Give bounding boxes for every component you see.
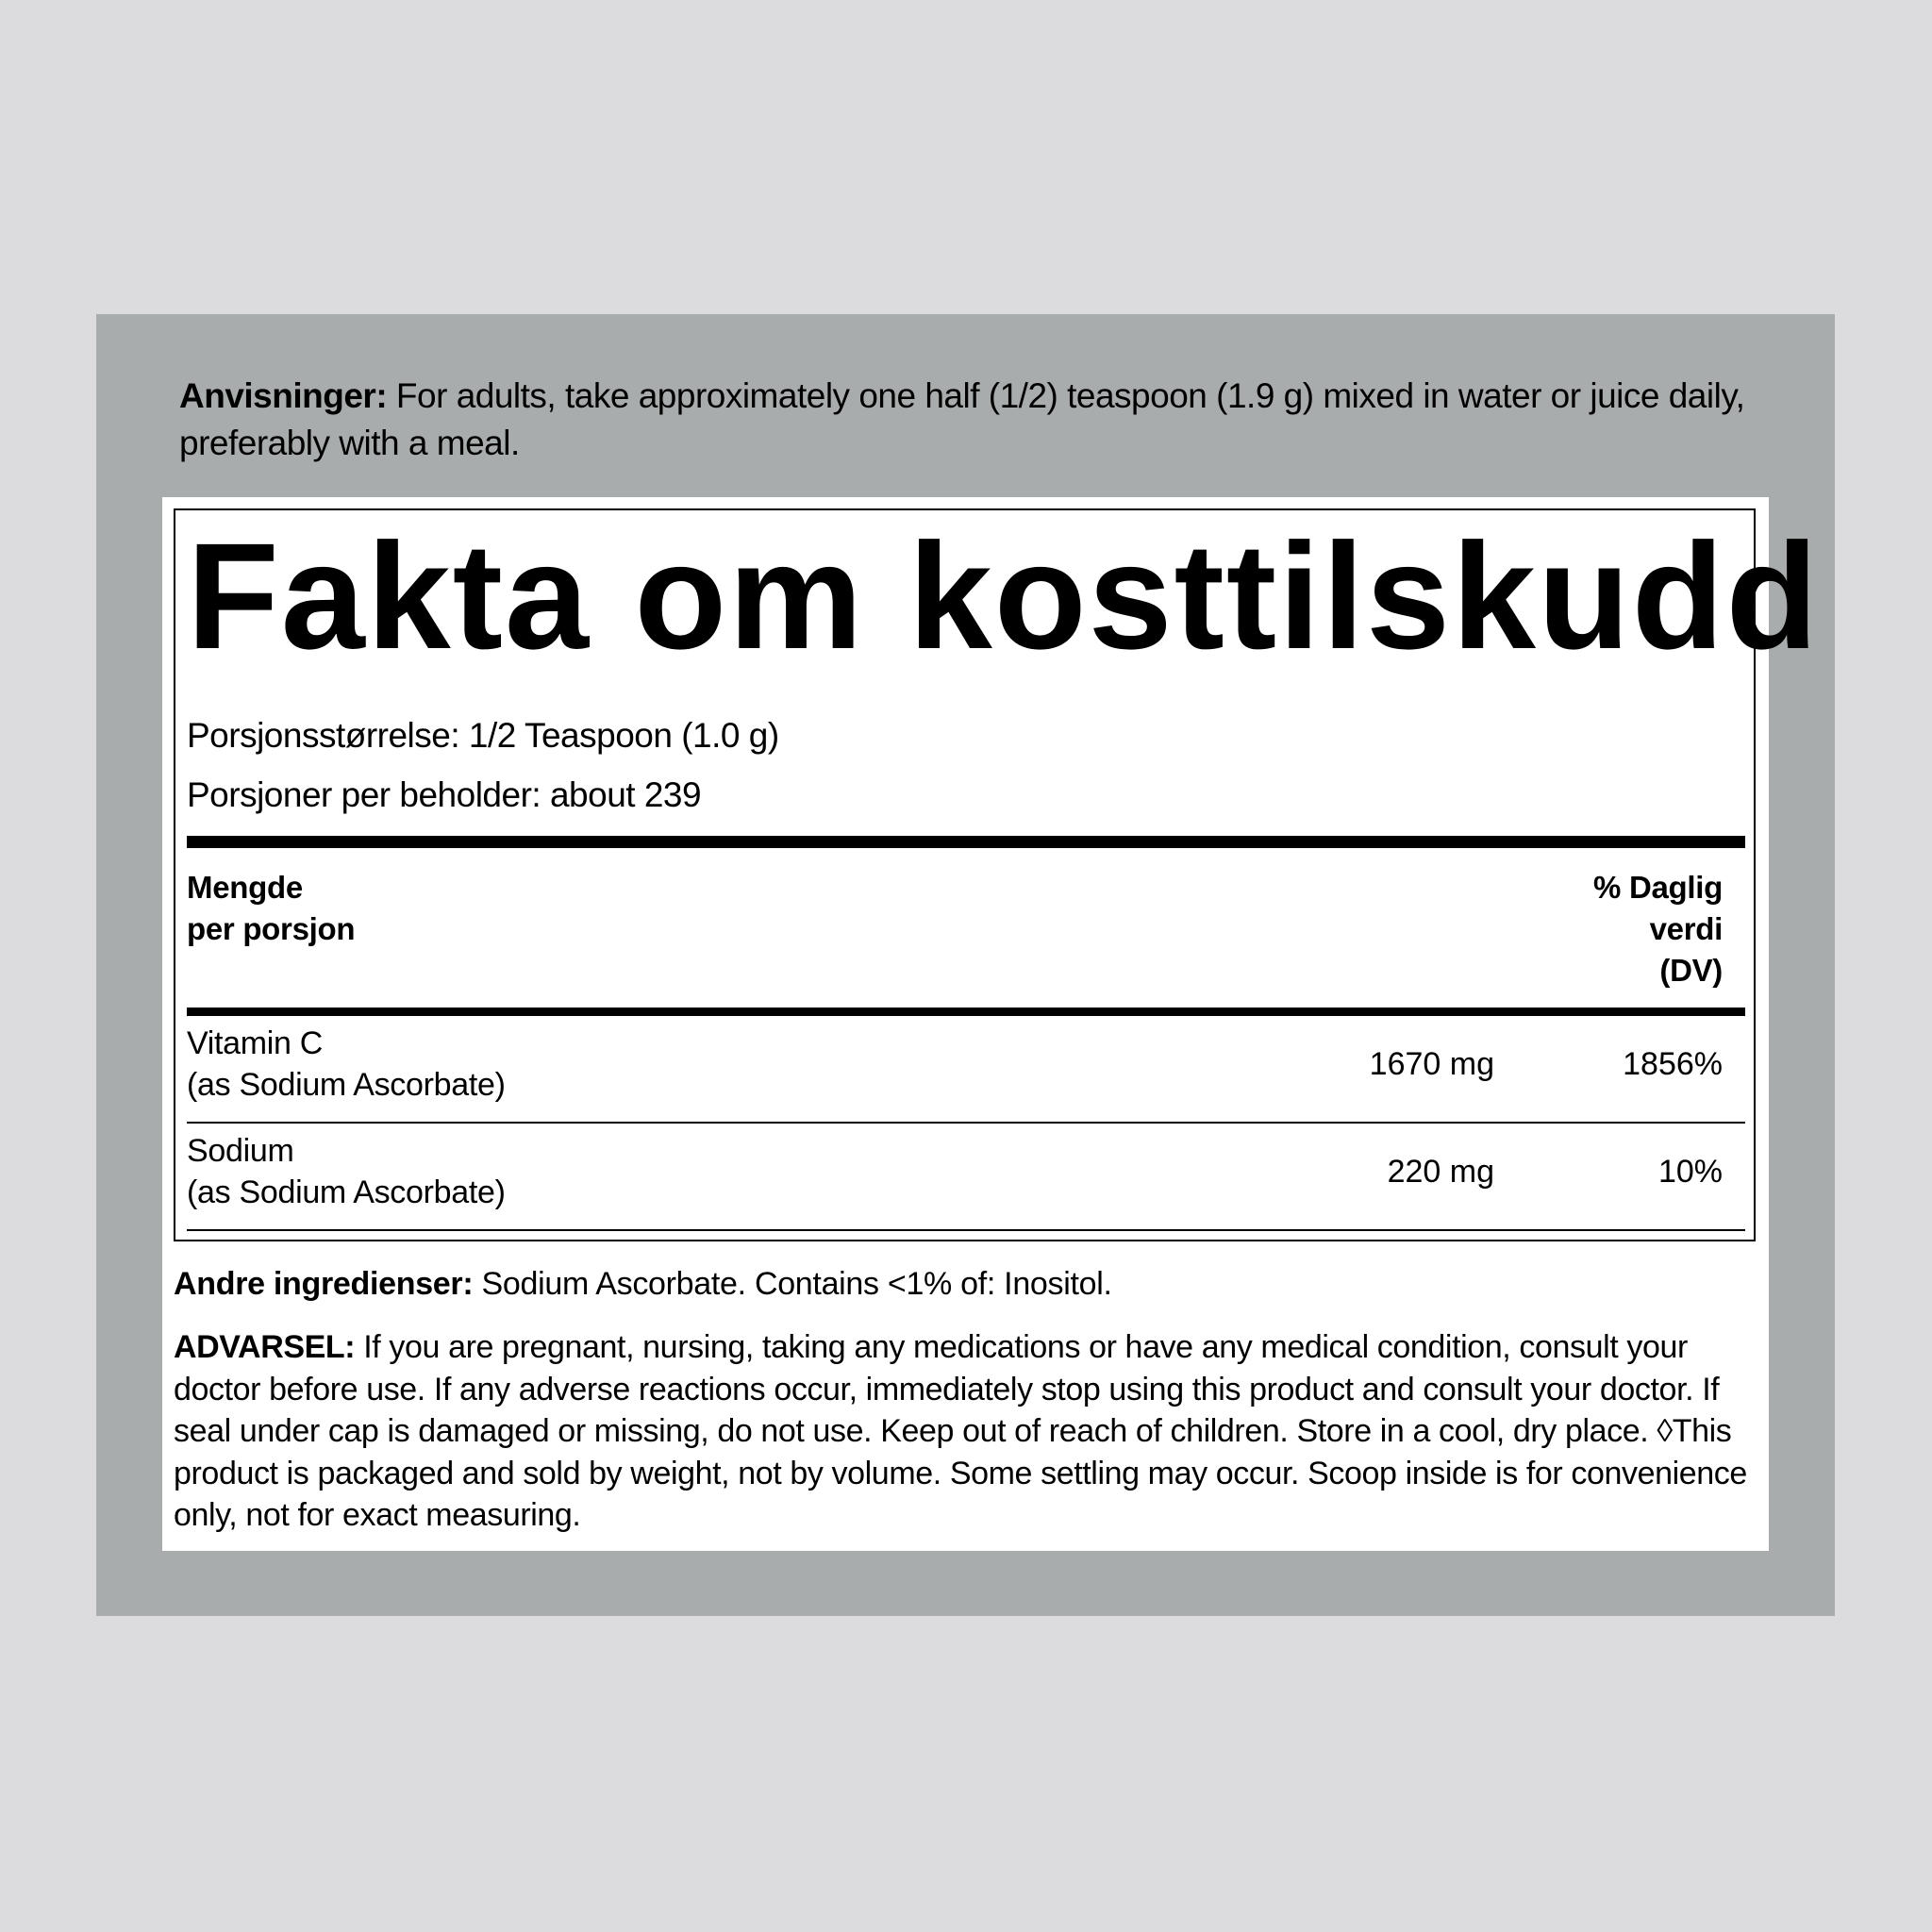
nutrient-name: Vitamin C <box>187 1025 324 1061</box>
dv-header-line3: (DV) <box>1659 953 1723 988</box>
row-divider <box>187 1229 1745 1231</box>
header-divider <box>187 1008 1745 1016</box>
nutrient-name-vitamin-c <box>187 1023 1036 1106</box>
nutrient-amount: 220 mg <box>1387 1154 1494 1190</box>
nutrient-source: (as Sodium Ascorbate) <box>187 1174 506 1210</box>
facts-title: Fakta om kosttilskudd <box>187 511 1821 680</box>
thick-divider <box>187 836 1745 848</box>
amount-header-line1: Mengde <box>187 870 303 905</box>
dv-header-line2: verdi <box>1649 911 1723 946</box>
row-divider <box>187 1122 1745 1124</box>
other-ingredients-label: Andre ingredienser: <box>174 1266 474 1302</box>
directions-text <box>179 373 1783 467</box>
daily-value-header <box>1440 867 1723 991</box>
serving-size: Porsjonsstørrelse: 1/2 Teaspoon (1.0 g) <box>187 716 779 755</box>
nutrient-name-sodium <box>187 1130 1036 1213</box>
warning-text: If you are pregnant, nursing, taking any medications or have any medical condition, consult your doctor before use. If any adverse reactions occur, immediately stop using this product and consult your doctor. If seal under cap is damaged or missing, do not use. Keep out of reach of children. Store in a cool, dry place. ◊This product is packaged and sold by weight, not by volume. Some settling may occur. Scoop inside is for convenience only, not for exact measuring. <box>174 1329 1747 1533</box>
dv-header-line1: % Daglig <box>1593 870 1723 905</box>
nutrient-name: Sodium <box>187 1133 294 1169</box>
warning <box>174 1326 1768 1537</box>
nutrient-amount: 1670 mg <box>1369 1046 1494 1082</box>
directions-body: For adults, take approximately one half (1/2) teaspoon (1.9 g) mixed in water or juice daily, preferably with a meal. <box>179 376 1745 462</box>
nutrient-daily-value: 1856% <box>1623 1046 1723 1082</box>
amount-per-serving-header <box>187 867 564 950</box>
amount-header-line2: per porsjon <box>187 911 356 946</box>
servings-per-container: Porsjoner per beholder: about 239 <box>187 775 702 814</box>
other-ingredients-text: Sodium Ascorbate. Contains <1% of: Inositol. <box>473 1266 1112 1302</box>
nutrient-daily-value: 10% <box>1657 1154 1723 1190</box>
directions-label: Anvisninger: <box>179 376 388 415</box>
warning-label: ADVARSEL: <box>174 1329 356 1365</box>
nutrient-source: (as Sodium Ascorbate) <box>187 1067 506 1103</box>
other-ingredients <box>174 1263 1768 1305</box>
